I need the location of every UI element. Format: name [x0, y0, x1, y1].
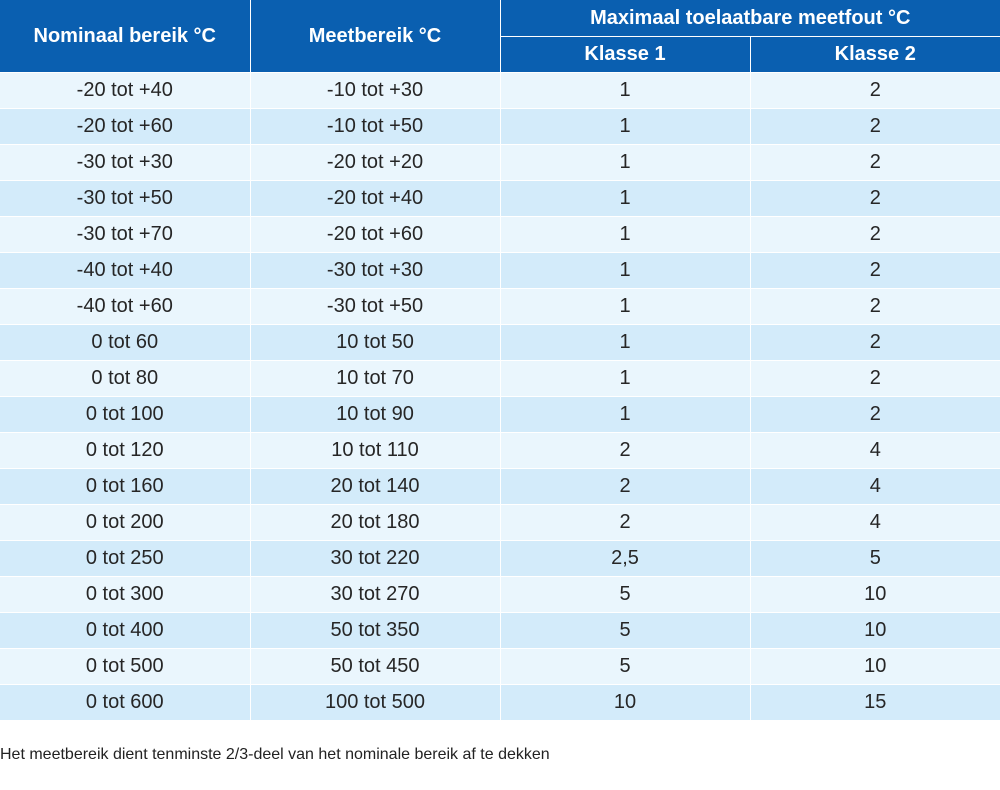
- cell-measuring-range: 30 tot 220: [250, 541, 500, 577]
- table-row: [0, 361, 1000, 397]
- table-row: [0, 397, 1000, 433]
- cell-measuring-range: 20 tot 140: [250, 469, 500, 505]
- cell-measuring-range: -30 tot +50: [250, 289, 500, 325]
- cell-nominal-range: -30 tot +30: [0, 145, 250, 181]
- cell-class-1-error: 1: [500, 145, 750, 181]
- table-row: [0, 649, 1000, 685]
- cell-nominal-range: 0 tot 200: [0, 505, 250, 541]
- cell-class-2-error: 2: [750, 289, 1000, 325]
- cell-nominal-range: 0 tot 100: [0, 397, 250, 433]
- cell-class-2-error: 2: [750, 253, 1000, 289]
- table-header: [0, 0, 1000, 73]
- cell-nominal-range: -40 tot +40: [0, 253, 250, 289]
- table-row: [0, 505, 1000, 541]
- cell-class-1-error: 1: [500, 325, 750, 361]
- cell-nominal-range: 0 tot 600: [0, 685, 250, 721]
- cell-nominal-range: 0 tot 300: [0, 577, 250, 613]
- table-row: [0, 325, 1000, 361]
- table-row: [0, 469, 1000, 505]
- cell-class-2-error: 2: [750, 181, 1000, 217]
- cell-class-2-error: 4: [750, 433, 1000, 469]
- cell-measuring-range: 10 tot 110: [250, 433, 500, 469]
- cell-nominal-range: 0 tot 80: [0, 361, 250, 397]
- cell-class-1-error: 2: [500, 469, 750, 505]
- table-row: [0, 253, 1000, 289]
- table-row: [0, 181, 1000, 217]
- cell-class-1-error: 1: [500, 397, 750, 433]
- cell-class-1-error: 2: [500, 433, 750, 469]
- cell-class-1-error: 1: [500, 253, 750, 289]
- cell-nominal-range: -30 tot +70: [0, 217, 250, 253]
- cell-measuring-range: 50 tot 350: [250, 613, 500, 649]
- cell-nominal-range: -30 tot +50: [0, 181, 250, 217]
- cell-class-1-error: 1: [500, 181, 750, 217]
- cell-nominal-range: -40 tot +60: [0, 289, 250, 325]
- header-class-1: Klasse 1: [500, 37, 750, 73]
- cell-nominal-range: 0 tot 500: [0, 649, 250, 685]
- cell-nominal-range: 0 tot 60: [0, 325, 250, 361]
- cell-class-2-error: 2: [750, 217, 1000, 253]
- footnote: Het meetbereik dient tenminste 2/3-deel van het nominale bereik af te dekken: [0, 746, 550, 763]
- cell-class-2-error: 2: [750, 397, 1000, 433]
- cell-measuring-range: -20 tot +40: [250, 181, 500, 217]
- cell-class-1-error: 1: [500, 109, 750, 145]
- table-row: [0, 217, 1000, 253]
- cell-measuring-range: 50 tot 450: [250, 649, 500, 685]
- cell-class-2-error: 2: [750, 145, 1000, 181]
- cell-class-1-error: 5: [500, 577, 750, 613]
- cell-class-2-error: 5: [750, 541, 1000, 577]
- cell-class-2-error: 2: [750, 325, 1000, 361]
- cell-class-1-error: 1: [500, 289, 750, 325]
- table-row: [0, 145, 1000, 181]
- cell-class-1-error: 1: [500, 361, 750, 397]
- table-row: [0, 541, 1000, 577]
- cell-nominal-range: 0 tot 160: [0, 469, 250, 505]
- cell-class-1-error: 1: [500, 73, 750, 109]
- cell-class-1-error: 1: [500, 217, 750, 253]
- cell-measuring-range: -10 tot +50: [250, 109, 500, 145]
- cell-nominal-range: 0 tot 400: [0, 613, 250, 649]
- cell-measuring-range: 100 tot 500: [250, 685, 500, 721]
- cell-class-1-error: 10: [500, 685, 750, 721]
- cell-class-2-error: 4: [750, 505, 1000, 541]
- cell-class-2-error: 2: [750, 361, 1000, 397]
- header-nominal-range: Nominaal bereik °C: [0, 0, 250, 73]
- cell-class-2-error: 2: [750, 109, 1000, 145]
- header-max-error: Maximaal toelaatbare meetfout °C: [500, 0, 1000, 37]
- cell-class-2-error: 4: [750, 469, 1000, 505]
- cell-measuring-range: 30 tot 270: [250, 577, 500, 613]
- cell-measuring-range: -20 tot +60: [250, 217, 500, 253]
- table-row: [0, 109, 1000, 145]
- cell-measuring-range: 10 tot 90: [250, 397, 500, 433]
- header-measuring-range: Meetbereik °C: [250, 0, 500, 73]
- cell-measuring-range: -10 tot +30: [250, 73, 500, 109]
- cell-class-1-error: 2,5: [500, 541, 750, 577]
- table-row: [0, 73, 1000, 109]
- table-body: [0, 73, 1000, 721]
- cell-class-2-error: 10: [750, 577, 1000, 613]
- cell-class-2-error: 15: [750, 685, 1000, 721]
- table-row: [0, 289, 1000, 325]
- cell-measuring-range: -20 tot +20: [250, 145, 500, 181]
- cell-nominal-range: 0 tot 250: [0, 541, 250, 577]
- cell-class-2-error: 2: [750, 73, 1000, 109]
- cell-class-1-error: 5: [500, 649, 750, 685]
- table-row: [0, 613, 1000, 649]
- header-class-2: Klasse 2: [750, 37, 1000, 73]
- cell-measuring-range: 20 tot 180: [250, 505, 500, 541]
- cell-measuring-range: 10 tot 70: [250, 361, 500, 397]
- cell-class-2-error: 10: [750, 613, 1000, 649]
- table-row: [0, 577, 1000, 613]
- table-row: [0, 685, 1000, 721]
- cell-measuring-range: 10 tot 50: [250, 325, 500, 361]
- table-row: [0, 433, 1000, 469]
- cell-nominal-range: -20 tot +40: [0, 73, 250, 109]
- cell-class-1-error: 5: [500, 613, 750, 649]
- cell-nominal-range: -20 tot +60: [0, 109, 250, 145]
- cell-class-1-error: 2: [500, 505, 750, 541]
- cell-class-2-error: 10: [750, 649, 1000, 685]
- cell-measuring-range: -30 tot +30: [250, 253, 500, 289]
- cell-nominal-range: 0 tot 120: [0, 433, 250, 469]
